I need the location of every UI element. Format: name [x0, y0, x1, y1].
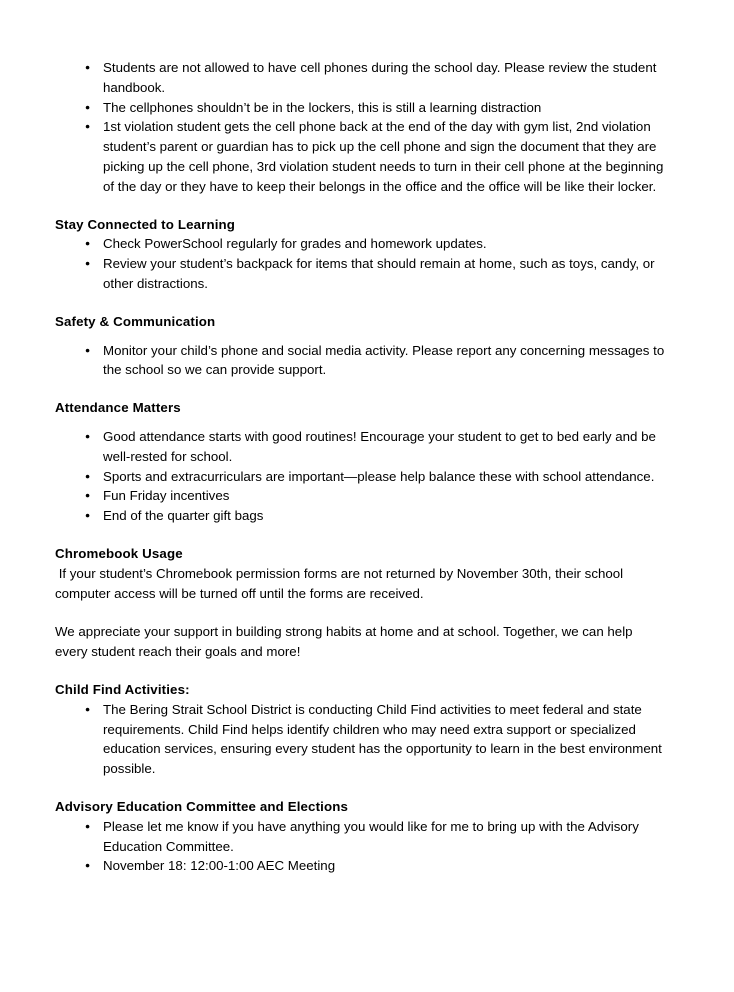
- section-safety-and-communication: [55, 312, 667, 380]
- section-spacer: [55, 197, 667, 215]
- bullet-list-cell-phone-policy: [55, 58, 667, 197]
- section-attendance-matters: [55, 398, 667, 526]
- list-item: ● Please let me know if you have anything you would like for me to bring up with the Advisory Education Committee.: [55, 817, 667, 857]
- list-item: ● November 18: 12:00-1:00 AEC Meeting: [55, 856, 667, 876]
- section-chromebook-usage: [55, 544, 667, 662]
- bullet-list-child-find-activities: [55, 700, 667, 779]
- list-item: ● End of the quarter gift bags: [55, 506, 667, 526]
- paragraph-chromebook-permission: If your student’s Chromebook permission forms are not returned by November 30th, their school computer access will be turned off until the forms are received.: [55, 565, 627, 601]
- list-item: ● The Bering Strait School District is conducting Child Find activities to meet federal and state requirements. Child Find helps identify children who may need extra support or specialized education services, ensuring every student has the opportunity to learn in the best environment possible.: [55, 700, 667, 779]
- section-stay-connected-to-learning: [55, 215, 667, 294]
- section-cell-phone-policy: [55, 58, 667, 197]
- bullet-list-advisory-education-committee: [55, 817, 667, 876]
- section-heading-stay-connected-to-learning: Stay Connected to Learning: [55, 216, 236, 232]
- heading-spacer: [55, 332, 667, 341]
- section-heading-attendance-matters: Attendance Matters: [55, 400, 181, 416]
- list-item: ● Review your student’s backpack for items that should remain at home, such as toys, candy, or other distractions.: [55, 254, 667, 294]
- bullet-list-safety-and-communication: [55, 341, 667, 381]
- list-item: ● Good attendance starts with good routines! Encourage your student to get to bed early and be well-rested for school.: [55, 427, 667, 467]
- section-heading-safety-and-communication: Safety & Communication: [55, 313, 216, 329]
- section-spacer: [55, 662, 667, 680]
- list-item: ● Check PowerSchool regularly for grades and homework updates.: [55, 234, 667, 254]
- section-spacer: [55, 779, 667, 797]
- list-item: ● Students are not allowed to have cell phones during the school day. Please review the student handbook.: [55, 58, 667, 98]
- list-item: ● 1st violation student gets the cell phone back at the end of the day with gym list, 2nd violation student’s parent or guardian has to pick up the cell phone and sign the document that they are picking up the cell phone, 3rd violation student needs to turn in their cell phone at the beginning of the day or they have to keep their belongs in the office and the office will be like their locker.: [55, 117, 667, 196]
- paragraph-spacer: [55, 603, 667, 622]
- paragraph-appreciation: We appreciate your support in building strong habits at home and at school. Together, we can help every student reach their goals and more!: [55, 624, 633, 660]
- section-heading-chromebook-usage: Chromebook Usage: [55, 545, 183, 561]
- list-item: ● The cellphones shouldn’t be in the lockers, this is still a learning distraction: [55, 98, 667, 118]
- document-body: [55, 58, 667, 876]
- section-spacer: [55, 526, 667, 544]
- heading-spacer: [55, 418, 667, 427]
- section-spacer: [55, 294, 667, 312]
- list-item: ● Sports and extracurriculars are important—please help balance these with school attendance.: [55, 467, 667, 487]
- list-item: ● Fun Friday incentives: [55, 486, 667, 506]
- list-item: ● Monitor your child’s phone and social media activity. Please report any concerning messages to the school so we can provide support.: [55, 341, 667, 381]
- section-heading-advisory-education-committee: Advisory Education Committee and Elections: [55, 798, 349, 814]
- bullet-list-stay-connected-to-learning: [55, 234, 667, 293]
- bullet-list-attendance-matters: [55, 427, 667, 526]
- section-heading-child-find-activities: Child Find Activities:: [55, 681, 190, 697]
- section-advisory-education-committee: [55, 797, 667, 876]
- section-spacer: [55, 380, 667, 398]
- section-child-find-activities: [55, 680, 667, 779]
